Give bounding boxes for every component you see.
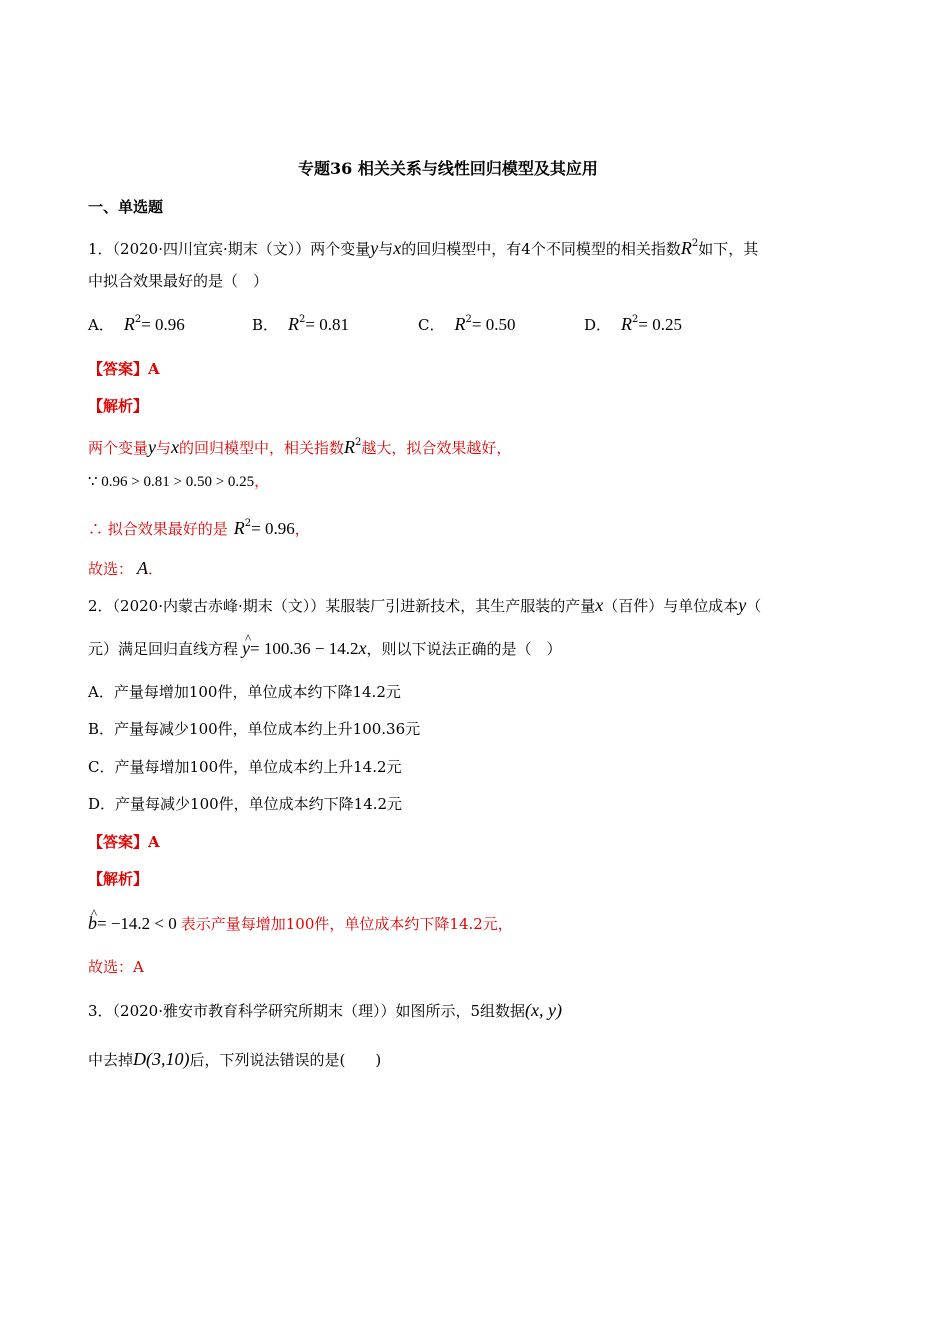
q2-option-c: C．产量每增加100件，单位成本约上升14.2元	[88, 758, 402, 776]
q2-option-b: B．产量每减少100件，单位成本约上升100.36元	[88, 720, 421, 738]
q2-answer: 【答案】A	[88, 833, 160, 851]
question-1-stem: 1．（2020·四川宜宾·期末（文））两个变量y与x的回归模型中，有4个不同模型的相关指数$R^2$如下，其	[88, 238, 759, 258]
question-3-stem-cont: 中去掉D(3,10)后，下列说法错误的是( )	[88, 1049, 382, 1069]
q2-option-d: D．产量每减少100件，单位成本约下降14.2元	[88, 795, 403, 813]
q1-solution-line-2: ∵ 0.96 > 0.81 > 0.50 > 0.25，	[88, 472, 270, 490]
question-3-stem: 3．（2020·雅安市教育科学研究所期末（理））如图所示，5组数据(x, y)	[88, 1000, 563, 1020]
page-title: 专题36 相关关系与线性回归模型及其应用	[298, 159, 598, 178]
q1-analysis-label: 【解析】	[88, 397, 149, 415]
section-heading: 一、单选题	[88, 198, 164, 216]
q1-choose: 故选： A．	[88, 558, 164, 578]
question-1-stem-cont: 中拟合效果最好的是（ ）	[88, 272, 269, 290]
q1-option-a: A． $R^2= 0.96$	[88, 314, 185, 334]
q1-option-d: D． $R^2= 0.25$	[584, 314, 682, 334]
q1-answer: 【答案】A	[88, 360, 160, 378]
q2-option-a: A．产量每增加100件，单位成本约下降14.2元	[88, 683, 401, 701]
q2-analysis-label: 【解析】	[88, 870, 149, 888]
q1-solution-line-3: ∴ 拟合效果最好的是 $R^2= 0.96$，	[88, 518, 310, 538]
q2-choose: 故选：A	[88, 958, 144, 976]
q1-solution-line-1: 两个变量y与x的回归模型中，相关指数$R^2$越大，拟合效果越好，	[88, 437, 512, 457]
q1-option-b: B． $R^2= 0.81$	[252, 314, 349, 334]
question-2-stem: 2．（2020·内蒙古赤峰·期末（文））某服装厂引进新技术，其生产服装的产量x（百件）与单位成本y（	[88, 595, 762, 615]
question-2-stem-cont: 元）满足回归直线方程^ y= 100.36 − 14.2x，则以下说法正确的是（ ）	[88, 637, 561, 660]
q1-option-c: C． $R^2= 0.50$	[418, 314, 516, 334]
q2-solution: ^ b= −14.2 < 0 表示产量每增加100件，单位成本约下降14.2元，	[88, 912, 513, 935]
